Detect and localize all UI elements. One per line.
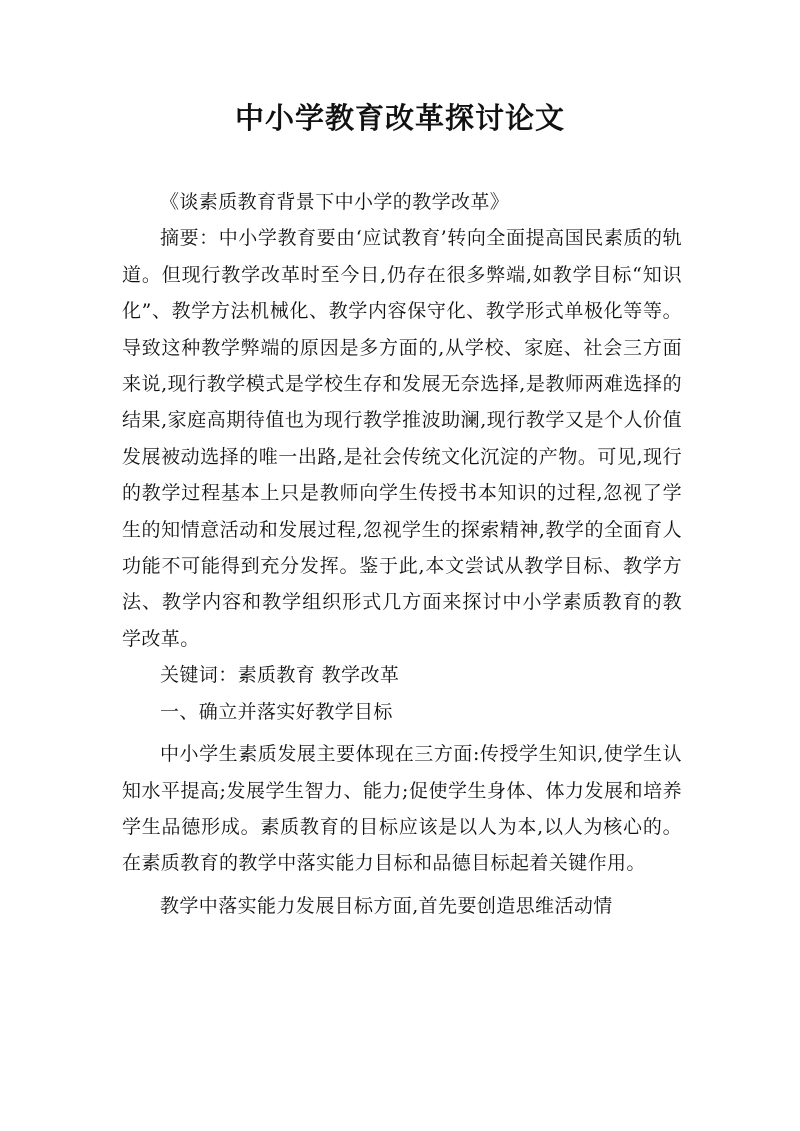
document-body [122,184,682,924]
document-title: 中小学教育改革探讨论文 [234,101,565,135]
abstract-paragraph: 摘要：中小学教育要由‘应试教育’转向全面提高国民素质的轨道。但现行教学改革时至今日,仍存在很多弊端,如教学目标“知识化”、教学方法机械化、教学内容保守化、教学形式单极化等等。导致这种教学弊端的原因是多方面的,从学校、家庭、社会三方面来说,现行教学模式是学校生存和发展无奈选择,是教师两难选择的结果,家庭高期待值也为现行教学推波助澜,现行教学又是个人价值发展被动选择的唯一出路,是社会传统文化沉淀的产物。可见,现行的教学过程基本上只是教师向学生传授书本知识的过程,忽视了学生的知情意活动和发展过程,忽视学生的探索精神,教学的全面育人功能不可能得到充分发挥。鉴于此,本文尝试从教学目标、教学方法、教学内容和教学组织形式几方面来探讨中小学素质教育的教学改革。 [122,227,682,650]
article-subtitle: 《谈素质教育背景下中小学的教学改革》 [160,191,510,213]
body-paragraph: 中小学生素质发展主要体现在三方面:传授学生知识,使学生认知水平提高;发展学生智力、能力;促使学生身体、体力发展和培养学生品德形成。素质教育的目标应该是以人为本,以人为核心的。在素质教育的教学中落实能力目标和品德目标起着关键作用。 [122,743,682,875]
section-heading-1: 一、确立并落实好教学目标 [160,700,393,723]
body-paragraph: 教学中落实能力发展目标方面,首先要创造思维活动情 [160,894,613,917]
keywords-line: 关键词：素质教育 教学改革 [160,664,400,687]
